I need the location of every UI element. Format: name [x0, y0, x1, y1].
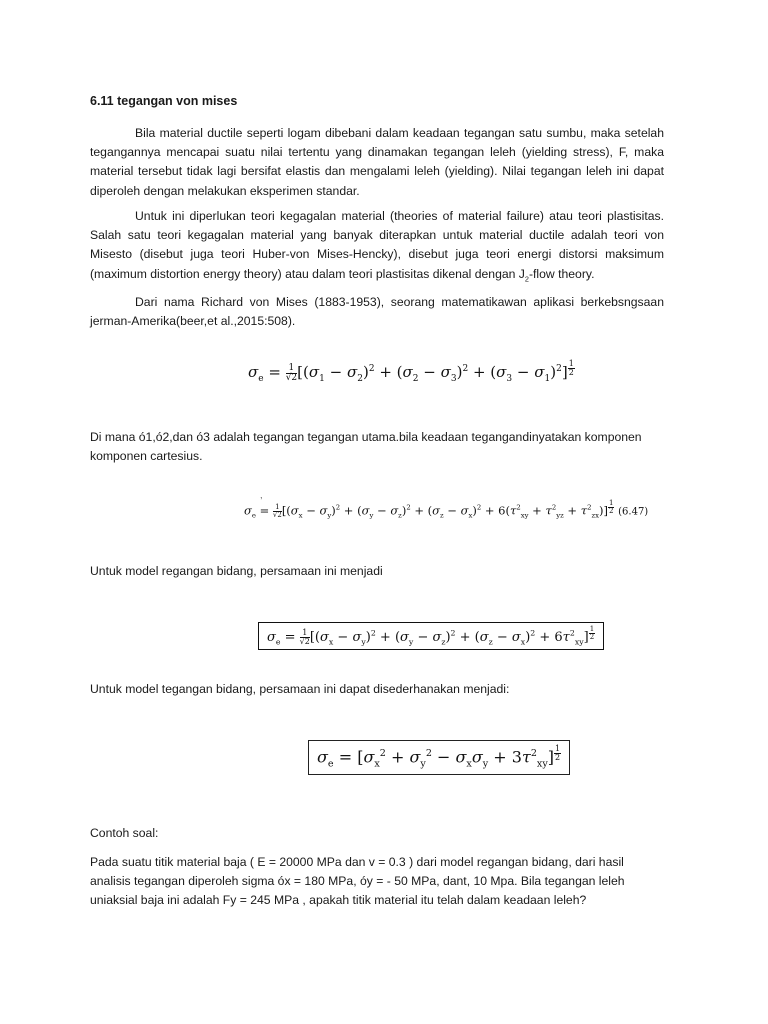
- plane-stress-equation: $\sigma_e = [\sigma_x^2 + \sigma_y^2 - \sigma_x\sigma_y + 3\tau^2_{xy}]$ $^{\frac{1}{2}}$: [308, 740, 570, 775]
- paragraph-intro: Bila material ductile seperti logam dibebani dalam keadaan tegangan satu sumbu, maka setelah tegangannya mencapai suatu nilai tertentu yang dinamakan tegangan leleh (yielding stress), F, maka material tersebut tidak lagi bersifat elastis dan mengalami leleh (yielding). Nilai tegangan leleh ini dapat diperoleh dengan melakukan eksperimen standar.: [90, 126, 664, 198]
- equation-number: (6.47): [618, 506, 649, 518]
- von-mises-principal-equation: $\sigma_e$ = $\frac{1}{√2}$ $[(\sigma_1 - \sigma_2)^2 + (\sigma_2 - \sigma_3)^2 + (\sigma_3 - \sigma_1)^2]$ $^{\frac{1}{2}}$: [248, 359, 574, 384]
- example-heading: Contoh soal:: [90, 826, 159, 840]
- paragraph-theory-text: Untuk ini diperlukan teori kegagalan material (theories of material failure) atau teori plastisitas. Salah satu teori kegagalan material yang banyak diterapkan untuk material ductile adalah teori von Misesto (disebut juga teori Huber-von Mises-Hencky), disebut juga teori energi distorsi maksimum (maximum distortion energy theory) atau dalam teori plastisitas dikenal dengan J: [90, 209, 664, 281]
- section-heading: 6.11 tegangan von mises: [90, 94, 238, 108]
- j2-subscript: 2: [524, 274, 529, 284]
- von-mises-cartesian-equation: $\sigma_e$ = $\frac{1}{√2}$ $[(\sigma_x - \sigma_y)^2 + (\sigma_y - \sigma_z)^2 + (\sigma_z - \sigma_x)^2 + 6(\tau^2_{xy} + \tau^2_{yz} + \tau^2_{zx})]$ $^{\frac{1}{2}}$ (6.47): [244, 499, 649, 520]
- paragraph-plane-stress: Untuk model tegangan bidang, persamaan ini dapat disederhanakan menjadi:: [90, 682, 510, 696]
- document-page: [90, 0, 664, 1024]
- plane-strain-equation: $\sigma_e$ = $\frac{1}{√2}$ $[(\sigma_x - \sigma_y)^2 + (\sigma_y - \sigma_z)^2 + (\sigma_z - \sigma_x)^2 + 6\tau^2_{xy}]$ $^{\frac{1}{2}}$: [258, 622, 604, 650]
- paragraph-history: Dari nama Richard von Mises (1883-1953), seorang matematikawan aplikasi berkebsngsaan jerman-Amerika(beer,et al.,2015:508).: [90, 295, 664, 329]
- paragraph-theory-tail: -flow theory.: [528, 266, 595, 281]
- scan-mark: ,: [260, 490, 263, 500]
- paragraph-principal-note: Di mana ó1,ó2,dan ó3 adalah tegangan tegangan utama.bila keadaan tegangandinyatakan komponen komponen cartesius.: [90, 430, 642, 464]
- example-problem: Pada suatu titik material baja ( E = 20000 MPa dan v = 0.3 ) dari model regangan bidang, dari hasil analisis tegangan diperoleh sigma óx = 180 MPa, óy = - 50 MPa, dant, 10 Mpa. Bila tegangan leleh uniaksial baja ini adalah Fy = 245 MPa , apakah titik material itu telah dalam keadaan leleh?: [90, 855, 625, 908]
- paragraph-plane-strain: Untuk model regangan bidang, persamaan ini menjadi: [90, 564, 383, 578]
- paragraph-theory: [90, 207, 664, 288]
